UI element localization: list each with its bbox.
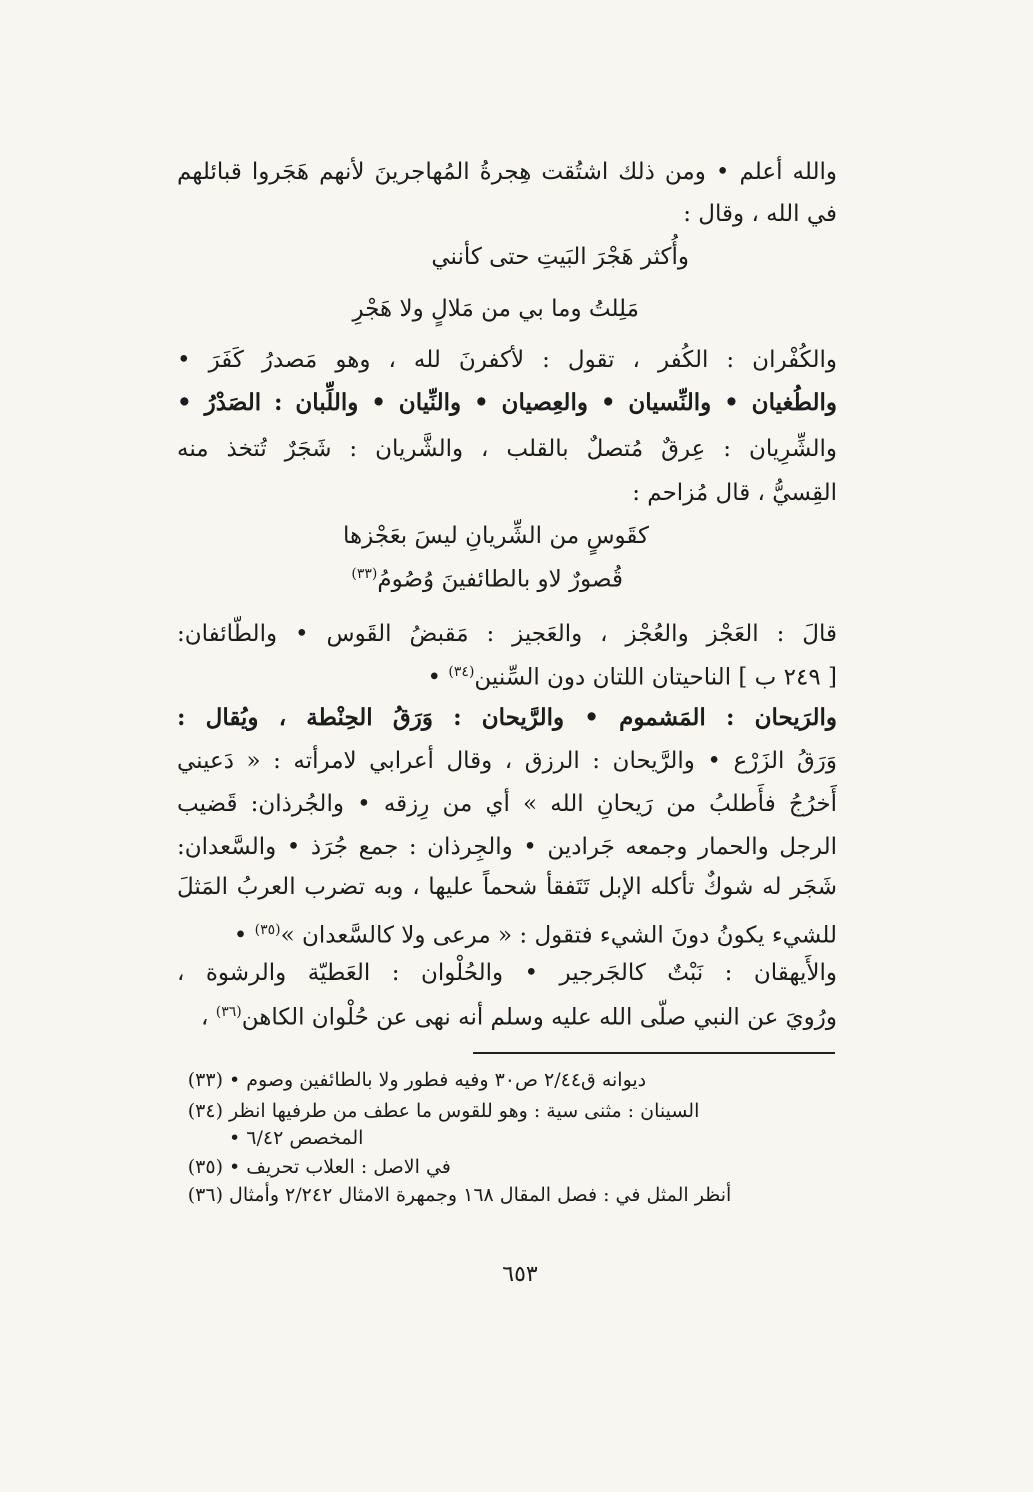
body-line-16-text: ورُويَ عن النبي صلّى الله عليه وسلم أنه نهى عن حُلْوان الكاهن: [241, 1004, 837, 1031]
body-line-8-text: [ ٢٤٩ ب ] الناحيتان اللتان دون السِّنين: [474, 664, 837, 691]
footnote-36: [177, 1181, 837, 1209]
body-line-9: والرَيحان : المَشموم • والرَّيحان : وَرَقُ الحِنْطة ، ويُقال :: [177, 704, 837, 731]
body-line-11: أَخرُجُ فأَطلبُ من رَيحانِ الله » أي من رِزقه • والجُرذان: قَضيب: [177, 791, 837, 817]
body-line-8: [177, 655, 837, 695]
body-line-6: القِسيُّ ، قال مُزاحم :: [632, 480, 837, 506]
footnote-text: في الاصل : العلاب تحريف •: [229, 1156, 451, 1178]
footnote-ref-35: (٣٥): [254, 922, 281, 938]
footnote-ref-34: (٣٤): [448, 664, 475, 680]
bullet: •: [233, 922, 248, 949]
body-line-14-text: للشيء يكونُ دونَ الشيء فتقول : « مرعى ولا كالسَّعدان »: [280, 922, 837, 949]
footnote-text: السينان : مثنى سية : وهو للقوس ما عطف من طرفيها انظر: [229, 1100, 700, 1122]
footnote-text: المخصص ٦/٤٢ •: [229, 1127, 364, 1149]
body-line-10: وَرَقُ الزَرْع • والرَّيحان : الرزق ، وقال أعرابي لامرأته : « دَعيني: [177, 748, 837, 774]
footnote-text: أنظر المثل في : فصل المقال ١٦٨ وجمهرة الامثال ٢/٢٤٢ وأمثال: [229, 1184, 732, 1206]
body-line-7: قالَ : العَجْز والعُجْز ، والعَجيز : مَقبضُ القَوس • والطّائفان:: [177, 621, 837, 647]
footnote-number: (٣٥): [187, 1156, 223, 1178]
footnote-number: (٣٤): [187, 1100, 223, 1122]
body-line-13: شَجَر له شوكٌ تأكله الإبل تَتَفقأ شحماً عليها ، وبه تضرب العربُ المَثلَ: [177, 874, 837, 900]
footnote-35: [177, 1153, 837, 1181]
footnote-number: (٣٣): [187, 1069, 223, 1091]
body-line-3: والكُفْران : الكُفر ، تقول : لأكفرنَ لله ، وهو مَصدرُ كَفَرَ •: [177, 347, 837, 373]
verse-line-2: مَلِلتُ وما بي من مَلالٍ ولا هَجْرِ: [352, 296, 639, 322]
verse-line-1: وأُكثر هَجْرَ البَيتِ حتى كأنني: [431, 244, 689, 270]
body-line-2: في الله ، وقال :: [683, 201, 837, 227]
body-line-1: والله أعلم • ومن ذلك اشتُقت هِجرةُ المُهاجرينَ لأنهم هَجَروا قبائلهم: [177, 159, 837, 185]
footnote-34: [177, 1097, 837, 1125]
body-line-12: الرجل والحمار وجمعه جَرادين • والجِرذان : جمع جُرَذ • والسَّعدان:: [177, 834, 837, 860]
footnote-ref-36: (٣٦): [215, 1004, 242, 1020]
body-line-14: [177, 913, 837, 953]
footnote-divider: [473, 1052, 835, 1054]
comma: ،: [201, 1004, 209, 1031]
body-line-4: والطُغيان • والنِّسيان • والعِصيان • والنِّيان • واللِّبان : الصَدْرُ •: [177, 389, 837, 416]
body-line-15: والأَيهقان : نَبْتٌ كالجَرجير • والحُلْوان : العَطيّة والرشوة ،: [177, 960, 837, 986]
body-line-5: والشِّرِيان : عِرقٌ مُتصلٌ بالقلب ، والشَّريان : شَجَرٌ تُتخذ منه: [177, 436, 837, 462]
bullet: •: [427, 664, 442, 691]
verse-line-4: [351, 557, 623, 597]
footnote-text: ديوانه ق٢/٤٤ ص٣٠ وفيه فطور ولا بالطائفين وصوم •: [229, 1069, 647, 1091]
footnote-ref-33: (٣٣): [351, 566, 378, 582]
footnote-33: [177, 1066, 837, 1094]
verse-line-4-text: قُصورٌ لاو بالطائفينَ وُصُومُ: [377, 566, 623, 593]
verse-line-3: كقَوسٍ من الشِّريانِ ليسَ بعَجْزها: [343, 523, 649, 549]
footnote-34-cont: [177, 1124, 837, 1152]
page-number: ٦٥٣: [502, 1262, 538, 1287]
body-line-16: [177, 995, 837, 1035]
footnote-number: (٣٦): [187, 1184, 223, 1206]
